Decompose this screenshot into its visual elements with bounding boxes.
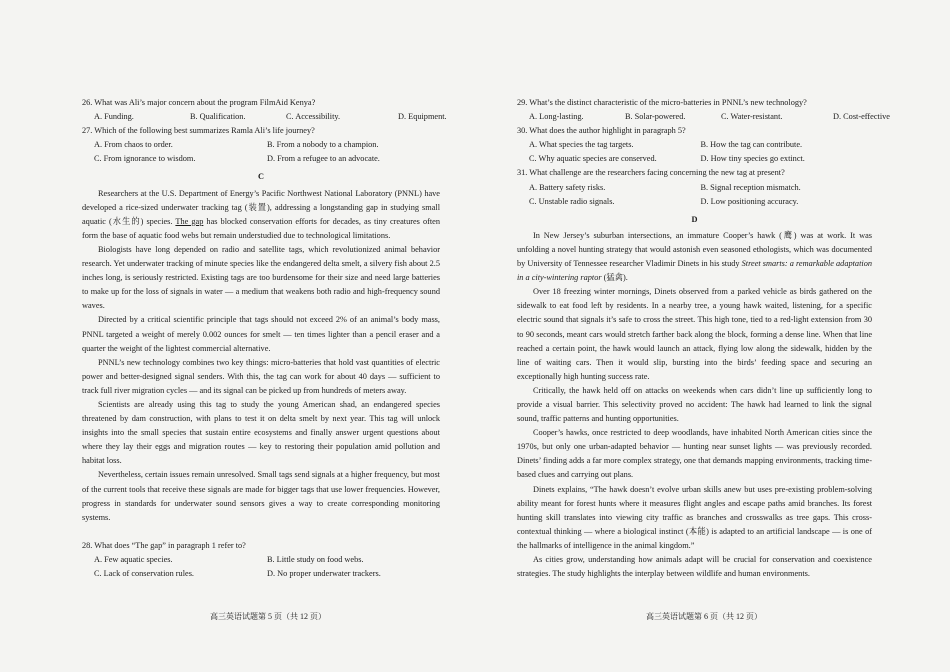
q29-option-d[interactable]: D. Cost-effective (833, 112, 890, 122)
q26-option-a[interactable]: A. Funding. (94, 112, 134, 122)
q29-option-c[interactable]: C. Water-resistant. (721, 112, 783, 122)
left-page (82, 96, 447, 581)
question-28-stem: 28. What does “The gap” in paragraph 1 refer to? (82, 540, 246, 550)
q31-option-b[interactable]: B. Signal reception mismatch. (700, 182, 801, 192)
q26-option-d[interactable]: D. Equipment. (398, 112, 447, 122)
passage-c-paragraph-2: Biologists have long depended on radio and satellite tags, which revolutionized animal behavior research. Yet underwater tracking of minute species like the endangered delta smelt, a silvery fish about 2.5 inches long, is seriously restricted. Existing tags are too burdensome for their size and need large batteries to make up for the loss of signals in water — a medium that weakens both radio and high-frequency sound waves. (82, 244, 440, 311)
q28-option-c[interactable]: C. Lack of conservation rules. (94, 569, 194, 578)
q30-option-b[interactable]: B. How the tag can contribute. (700, 140, 803, 150)
passage-d-paragraph-4: Cooper’s hawks, once restricted to deep woodlands, have inhabited North American cities since the 1970s, but only one urban-adapted behavior — hunting near sunset lights — was previously recorded. Dinets’ finding adds a far more complex strategy, one that demands mapping environments, tracking time-based clues and carrying out plans. (517, 428, 872, 480)
q26-option-c[interactable]: C. Accessibility. (286, 112, 341, 122)
passage-d-paragraph-3: Critically, the hawk held off on attacks on weekends when cars didn’t line up sufficiently long to provide a visual barrier. This selectivity proved no accident: The hawk had learned to link the signal sound, traffic patterns and hunting opportunities. (517, 385, 872, 424)
section-c-heading: C (258, 172, 264, 182)
q27-option-c[interactable]: C. From ignorance to wisdom. (94, 154, 196, 164)
q31-option-d[interactable]: D. Low positioning accuracy. (700, 196, 799, 206)
the-gap-underlined: The gap (175, 216, 204, 226)
passage-d-paragraph-5: Dinets explains, “The hawk doesn’t evolve urban skills anew but uses pre-existing problem-solving ability meant for forest hunts where it measures flight angles and escape paths amid branches. Its forest hunting skill translates into viewing city traffic as branches and crosswalks as tree gaps. This cross-contextual thinking — where a biological instinct (本能) is adapted to an artificial landscape — is one of the hallmarks of intelligence in the animal kingdom.” (517, 484, 872, 550)
q31-option-a[interactable]: A. Battery safety risks. (529, 182, 606, 192)
q30-option-d[interactable]: D. How tiny species go extinct. (700, 154, 805, 164)
passage-c-paragraph-5: Scientists are already using this tag to study the young American shad, an endangered species threatened by dam construction, with plans to test it on delta smelt by next year. This tag will unlock insights into the small species that sustain entire ecosystems and finally answer urgent questions about where they lay their eggs and migration routes — key to restoring their population amid pollution and habitat loss. (82, 399, 440, 466)
passage-c-paragraph-4: PNNL’s new technology combines two key things: micro-batteries that hold vast quantities of electric power and better-designed signal senders. With this, the tag can work for about 40 days — sufficient to track full river migration cycles — and its signal can be picked up from hundreds of meters away. (82, 357, 440, 395)
passage-d-p1-text-end: (猛禽). (601, 273, 628, 283)
q29-option-b[interactable]: B. Solar-powered. (625, 112, 686, 122)
study-title-italic: Street smarts: a remarkable adaptation in a city-wintering raptor (517, 259, 872, 283)
question-30-options (517, 138, 872, 166)
question-31-options (517, 181, 872, 209)
passage-d-paragraph-2: Over 18 freezing winter mornings, Dinets observed from a parked vehicle as birds gathered on the sidewalk to eat food left by residents. In a nearby tree, a young hawk waited, listening, for a specific electric sound that signals it’s safe to cross the street. This high tone, tied to a red-light extension from 30 to 90 seconds, meant cars would stretch farther back along the block, forming a dense line. When that line reached a certain point, the hawk would launch an attack, flying low along the sidewalk, hidden by the line of waiting cars. Then it would slip, bursting into the birds’ feeding space and securing an exceptionally high hunting success rate. (517, 287, 872, 381)
question-28-options (82, 553, 440, 581)
right-page (517, 96, 890, 581)
question-26-options (82, 110, 447, 124)
question-31-stem: 31. What challenge are the researchers facing concerning the new tag at present? (517, 168, 785, 178)
question-30-stem: 30. What does the author highlight in paragraph 5? (517, 126, 686, 136)
passage-c-paragraph-1 (82, 187, 440, 243)
q30-option-c[interactable]: C. Why aquatic species are conserved. (529, 154, 657, 164)
q28-option-d[interactable]: D. No proper underwater trackers. (267, 569, 381, 578)
question-26-stem: 26. What was Ali’s major concern about the program FilmAid Kenya? (82, 98, 316, 107)
passage-c-p1-text-end: has blocked conservation efforts for decades, as tiny creatures often form the base of aquatic food webs but remain understudied due to technological limitations. (82, 216, 441, 240)
passage-c-paragraph-3: Directed by a critical scientific principle that tags should not exceed 2% of an animal’s body mass, PNNL targeted a weight of merely 0.002 ounces for smelt — ten times lighter than a pencil eraser and a quarter the weight of the lightest commercial alternative. (82, 315, 440, 353)
q27-option-a[interactable]: A. From chaos to order. (94, 140, 173, 150)
passage-d-paragraph-6: As cities grow, understanding how animals adapt will be crucial for conservation and coexistence strategies. The study highlights the interplay between wildlife and human environments. (517, 555, 872, 579)
question-27-options (82, 138, 440, 166)
q28-option-a[interactable]: A. Few aquatic species. (94, 554, 173, 564)
q29-option-a[interactable]: A. Long-lasting. (529, 112, 584, 122)
q26-option-b[interactable]: B. Qualification. (190, 112, 246, 122)
q27-option-b[interactable]: B. From a nobody to a champion. (267, 140, 379, 150)
q28-option-b[interactable]: B. Little study on food webs. (267, 554, 364, 564)
q31-option-c[interactable]: C. Unstable radio signals. (529, 196, 615, 206)
page-6-footer: 高三英语试题第 6 页（共 12 页） (646, 612, 762, 621)
passage-c-paragraph-6: Nevertheless, certain issues remain unresolved. Small tags send signals at a higher frequency, but most of the current tools that receive these signals are made for bigger tags that use lower frequencies. However, progress in standards for underwater sound sensors gives a way to create corresponding monitoring systems. (82, 470, 440, 522)
question-29-options (517, 110, 890, 124)
passage-d-p1-text-start: In New Jersey’s suburban intersections, an immature Cooper’s hawk (鹰) was at work. It was unfolding a novel hunting strategy that would astonish even seasoned ethologists, which was documented by University of Tennessee researcher Vladimir Dinets in his study (517, 230, 872, 269)
question-29-stem: 29. What’s the distinct characteristic of the micro-batteries in PNNL’s new technology? (517, 98, 807, 107)
section-d-heading: D (691, 214, 698, 224)
spacer (82, 525, 440, 539)
q27-option-d[interactable]: D. From a refugee to an advocate. (267, 154, 380, 164)
page-5-footer: 高三英语试题第 5 页（共 12 页） (210, 612, 326, 621)
q30-option-a[interactable]: A. What species the tag targets. (529, 140, 634, 150)
question-27-stem: 27. Which of the following best summarizes Ramla Ali’s life journey? (82, 126, 315, 136)
passage-c-p1-text-start: Researchers at the U.S. Department of Energy’s Pacific Northwest National Laboratory (PNNL) have developed a rice-sized underwater tracking tag (装置), addressing a longstanding gap in studying small aquatic (水生的) species. (82, 188, 440, 226)
passage-d-paragraph-1 (517, 229, 872, 285)
